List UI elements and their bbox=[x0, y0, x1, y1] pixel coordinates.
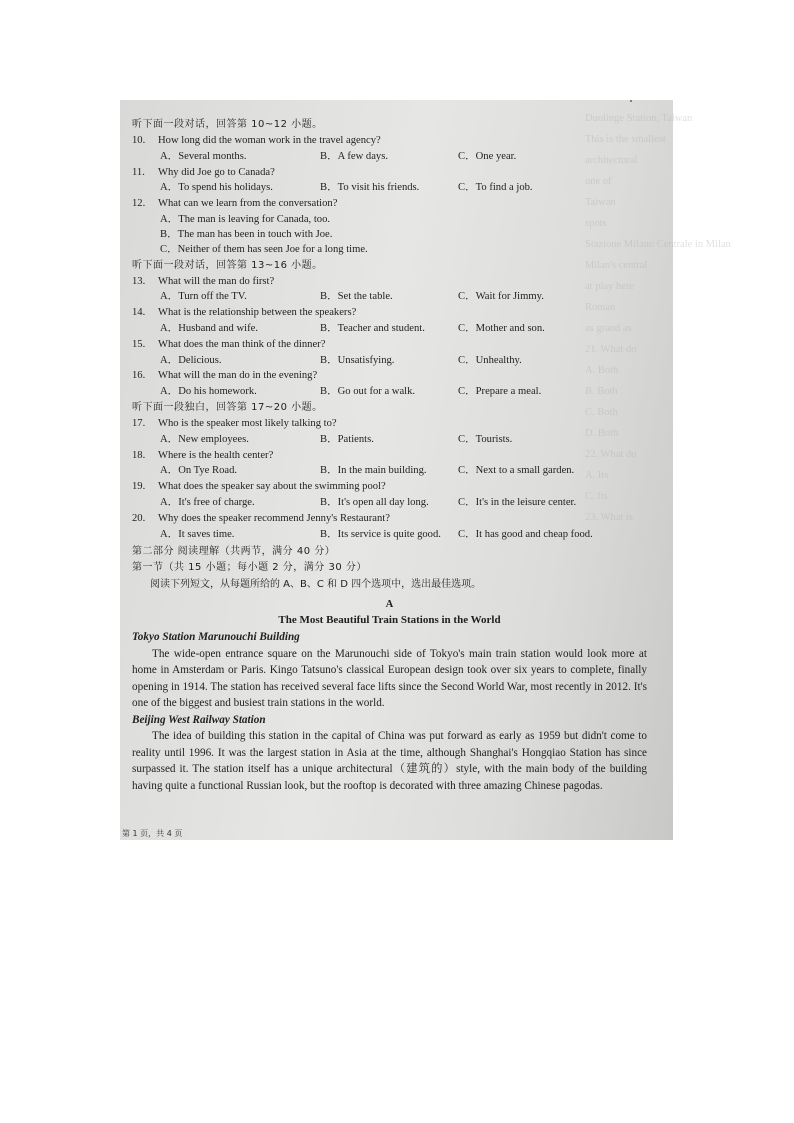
question-number: 12. bbox=[132, 198, 146, 210]
question-number: 14. bbox=[132, 307, 146, 319]
question-number: 19. bbox=[132, 481, 146, 493]
bleed-through-line: 22. What do bbox=[585, 449, 637, 460]
question-text: Why does the speaker recommend Jenny's Restaurant? bbox=[158, 512, 390, 524]
bleed-through-line: spots bbox=[585, 218, 607, 229]
answer-option: C．Next to a small garden. bbox=[458, 465, 575, 477]
question-text: What does the man think of the dinner? bbox=[158, 338, 326, 350]
question-stem bbox=[132, 416, 647, 432]
question-number: 13. bbox=[132, 275, 146, 287]
section-header: 听下面一段对话，回答第 10~12 小题。 bbox=[132, 119, 323, 130]
bleed-through-line: 21. What do bbox=[585, 344, 637, 355]
question-text: What does the speaker say about the swimming pool? bbox=[158, 481, 386, 493]
passage-paragraph: The idea of building this station in the capital of China was put forward as early as 1959 but didn't come to reality until 1996. It was the largest station in Asia at the time, although Shanghai's Hongqiao Station has since surpassed it. The station itself has a unique architectural（建筑的）style, with the main body of the building having quite a functional Russian look, but the rooftop is decorated with three amazing Chinese pagodas. bbox=[132, 730, 647, 792]
answer-option: A．Turn off the TV. bbox=[160, 291, 247, 303]
bleed-through-line: Stazione Milano Centrale in Milan bbox=[585, 239, 731, 250]
answer-option: A．On Tye Road. bbox=[160, 465, 238, 477]
question-number: 18. bbox=[132, 449, 146, 461]
options-row bbox=[132, 495, 647, 511]
question-stem bbox=[132, 274, 647, 290]
answer-option: B．It's open all day long. bbox=[320, 496, 429, 508]
question-stem bbox=[132, 133, 647, 149]
question-text: Why did Joe go to Canada? bbox=[158, 166, 275, 178]
options-row bbox=[132, 527, 647, 543]
question-text: How long did the woman work in the travel agency? bbox=[158, 135, 381, 146]
reading-instruction: 阅读下列短文，从每题所给的 A、B、C 和 D 四个选项中，选出最佳选项。 bbox=[150, 579, 482, 591]
answer-option: A．Delicious. bbox=[160, 354, 222, 366]
answer-option: A．Do his homework. bbox=[160, 386, 257, 398]
answer-option: B．In the main building. bbox=[320, 465, 427, 477]
exam-content bbox=[132, 117, 647, 794]
passage-letter: A bbox=[385, 599, 394, 611]
question-number: 16. bbox=[132, 370, 146, 382]
answer-option: A．It's free of charge. bbox=[160, 496, 255, 508]
bleed-through-line: A. Its bbox=[585, 470, 609, 481]
question-text: Who is the speaker most likely talking to? bbox=[158, 417, 337, 429]
bleed-through-line: A. Both bbox=[585, 365, 619, 376]
answer-option: A．Husband and wife. bbox=[160, 322, 258, 334]
options-row bbox=[132, 289, 647, 305]
question-number: 17. bbox=[132, 417, 146, 429]
question-number: 10. bbox=[132, 135, 146, 146]
answer-option: A．New employees. bbox=[160, 433, 249, 445]
question-stem bbox=[132, 511, 647, 527]
answer-option: B．Set the table. bbox=[320, 291, 393, 303]
question-stem bbox=[132, 305, 647, 321]
question-text: What is the relationship between the speakers? bbox=[158, 307, 357, 319]
page-footer: 第 1 页，共 4 页 bbox=[122, 829, 183, 838]
answer-option: B．A few days. bbox=[320, 150, 388, 162]
question-stem bbox=[132, 337, 647, 353]
question-text: What can we learn from the conversation? bbox=[158, 198, 338, 210]
bleed-through-line: Milan's central bbox=[585, 260, 648, 271]
answer-option: C．Tourists. bbox=[458, 433, 513, 445]
passage-paragraph: The wide-open entrance square on the Marunouchi side of Tokyo's main train station would look more at home in Amsterdam or Paris. Kingo Tatsuno's classical European design took over six years to complete, finally opening in 1914. The station has received several face lifts since the Second World War, most recently in 2012. It's one of the biggest and busiest train stations in the world. bbox=[132, 647, 647, 710]
bleed-through-line: Taiwan bbox=[585, 197, 616, 208]
ink-speck bbox=[630, 100, 632, 102]
answer-option: C．To find a job. bbox=[458, 182, 533, 194]
bleed-through-line: architectural bbox=[585, 155, 638, 166]
bleed-through-line: B. Both bbox=[585, 386, 618, 397]
bleed-through-line: 23. What is bbox=[585, 512, 633, 523]
options-row bbox=[132, 353, 647, 369]
options-row bbox=[132, 384, 647, 400]
options-row bbox=[132, 321, 647, 337]
question-text: What will the man do first? bbox=[158, 275, 275, 287]
bleed-through-line: D. Both bbox=[585, 428, 619, 439]
answer-option: A．It saves time. bbox=[160, 528, 235, 540]
options-row bbox=[132, 149, 647, 165]
answer-option: A．The man is leaving for Canada, too. bbox=[160, 213, 331, 225]
answer-option: B．Patients. bbox=[320, 433, 374, 445]
answer-option: B．Go out for a walk. bbox=[320, 386, 416, 398]
photographed-page bbox=[120, 100, 731, 840]
bleed-through-line: This is the smallest bbox=[585, 134, 666, 145]
options-row bbox=[132, 432, 647, 448]
section-header: 听下面一段独白，回答第 17~20 小题。 bbox=[132, 401, 323, 413]
passage-body bbox=[132, 629, 647, 794]
options-row bbox=[132, 463, 647, 479]
question-stem bbox=[132, 196, 647, 212]
answer-option: C．One year. bbox=[458, 150, 517, 162]
bleed-through-line: at play here bbox=[585, 281, 634, 292]
answer-option: B．Its service is quite good. bbox=[320, 528, 441, 540]
answer-option: B．To visit his friends. bbox=[320, 182, 420, 194]
question-stem bbox=[132, 448, 647, 464]
bleed-through-line: Duolinge Station, Taiwan bbox=[585, 113, 693, 124]
answer-option: A．To spend his holidays. bbox=[160, 182, 273, 194]
question-stem bbox=[132, 479, 647, 495]
bleed-through-line: as grand as bbox=[585, 323, 632, 334]
bleed-through-line: C. Its bbox=[585, 491, 608, 502]
answer-option: B．Unsatisfying. bbox=[320, 354, 395, 366]
answer-option: B．The man has been in touch with Joe. bbox=[160, 229, 333, 241]
options-row bbox=[132, 180, 647, 196]
answer-option: B．Teacher and student. bbox=[320, 322, 425, 334]
section-header: 听下面一段对话，回答第 13~16 小题。 bbox=[132, 259, 323, 271]
question-number: 15. bbox=[132, 338, 146, 350]
question-stem bbox=[132, 165, 647, 181]
answer-option: C．Neither of them has seen Joe for a long time. bbox=[160, 244, 368, 256]
question-text: What will the man do in the evening? bbox=[158, 370, 318, 382]
section-heading: 第一节（共 15 小题；每小题 2 分，满分 30 分） bbox=[132, 562, 367, 574]
question-stem bbox=[132, 368, 647, 384]
passage-subheading: Tokyo Station Marunouchi Building bbox=[132, 631, 300, 644]
answer-option: C．Wait for Jimmy. bbox=[458, 291, 544, 303]
answer-option: C．It has good and cheap food. bbox=[458, 528, 593, 540]
question-number: 20. bbox=[132, 512, 146, 524]
answer-option: A．Several months. bbox=[160, 150, 247, 162]
passage-subheading: Beijing West Railway Station bbox=[132, 713, 266, 726]
question-text: Where is the health center? bbox=[158, 449, 274, 461]
bleed-through-line: one of bbox=[585, 176, 612, 187]
question-number: 11. bbox=[132, 166, 145, 178]
part-heading: 第二部分 阅读理解（共两节，满分 40 分） bbox=[132, 546, 336, 558]
answer-option: C．Mother and son. bbox=[458, 322, 545, 334]
passage-title: The Most Beautiful Train Stations in the World bbox=[278, 614, 501, 627]
answer-option: C．Unhealthy. bbox=[458, 354, 522, 366]
bleed-through-line: Roman bbox=[585, 302, 616, 313]
answer-option: C．Prepare a meal. bbox=[458, 386, 542, 398]
answer-option: C．It's in the leisure center. bbox=[458, 496, 577, 508]
bleed-through-line: C. Both bbox=[585, 407, 618, 418]
